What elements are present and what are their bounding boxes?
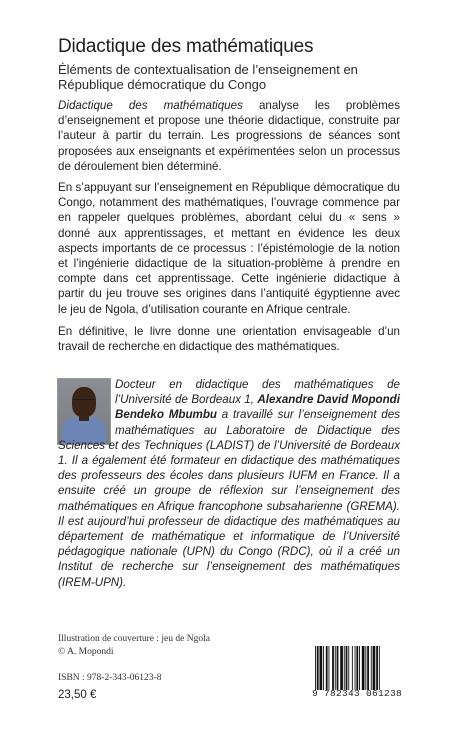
book-subtitle: Éléments de contextualisation de l’enseignement en République démocratique du Congo bbox=[58, 62, 358, 92]
barcode-number: 9 782343 061238 bbox=[311, 688, 402, 699]
price: 23,50 € bbox=[58, 689, 97, 701]
barcode-bar bbox=[337, 646, 339, 690]
barcode-bar bbox=[373, 646, 376, 690]
barcode-bar bbox=[367, 646, 369, 690]
description bbox=[58, 98, 400, 361]
barcode-bar bbox=[346, 646, 348, 690]
barcode-bar bbox=[355, 646, 356, 690]
barcode-bar bbox=[371, 646, 372, 690]
description-title-italic: Didactique des mathématiques bbox=[58, 99, 243, 112]
author-bio bbox=[58, 377, 400, 590]
barcode-bar bbox=[376, 646, 378, 690]
bio-after: a travaillé sur l’enseignement des mathématiques au Laboratoire de Didactique des Sciences et des Techniques (LADIST) de l’Université de Bordeaux 1. Il a également été formateur en didactique des mathématiques des professeurs des écoles dans plusieurs IUFM en France. Il a ensuite créé un groupe de réflexion sur l’enseignement des mathématiques en Afrique francophone subsaharienne (GREMA). Il est aujourd’hui professeur de didactique des mathématiques au département de mathématique et informatique de l’Université pédagogique nationale (UPN) du Congo (RDC), où il a créé un Institut de recherche sur l’enseignement des mathématiques (IREM-UPN). bbox=[58, 408, 400, 589]
book-title: Didactique des mathématiques bbox=[58, 36, 314, 57]
author-name: Alexandre David Mopondi Bendeko Mbumbu bbox=[115, 393, 400, 422]
barcode-bar bbox=[352, 646, 353, 690]
description-p1-text: analyse les problèmes d’enseignement et propose une théorie didactique, construite par l’auteur à partir du terrain. Les progressions de séances sont proposées aux enseignants et expérimentées selon un processus de déroulement bien déterminé. bbox=[58, 99, 401, 173]
description-paragraph-1 bbox=[58, 98, 400, 174]
barcode-bars bbox=[313, 646, 401, 690]
barcode-bar bbox=[329, 646, 330, 690]
barcode-bar bbox=[332, 646, 334, 690]
barcode-bar bbox=[317, 646, 319, 690]
barcode-bar bbox=[323, 646, 324, 690]
barcode-bar bbox=[335, 646, 336, 690]
barcode-bar bbox=[365, 646, 366, 690]
barcode-bar bbox=[340, 646, 343, 690]
description-paragraph-2: En s’appuyant sur l’enseignement en République démocratique du Congo, notamment des mathématiques, l’ouvrage commence par en rappeler quelques problèmes, abordant celui du « sens » donné aux apprentissages, et mettant en évidence les deux aspects importants de ce processus : l’épistémologie de la notion et l’ingénierie didactique de la situation-problème à prendre en compte dans cet apprentissage. Cette ingénierie didactique à partir du jeu trouve ses origines dans l’antiquité égyptienne avec le jeu de Ngola, d’utilisation courante en Afrique centrale. bbox=[58, 181, 400, 316]
cover-credits bbox=[58, 633, 210, 659]
bio-before: Docteur en didactique des mathématiques de l’Université de Bordeaux 1, bbox=[115, 378, 400, 407]
barcode-bar bbox=[320, 646, 323, 690]
barcode-bar bbox=[356, 646, 358, 690]
barcode bbox=[313, 646, 401, 701]
barcode-bar bbox=[348, 646, 349, 690]
barcode-bar bbox=[344, 646, 345, 690]
illustration-credit: Illustration de couverture : jeu de Ngola bbox=[58, 634, 210, 644]
barcode-bar bbox=[315, 646, 316, 690]
barcode-bar bbox=[379, 646, 380, 690]
barcode-bar bbox=[326, 646, 328, 690]
barcode-bar bbox=[362, 646, 365, 690]
description-paragraph-3: En définitive, le livre donne une orientation envisageable d’un travail de recherche en didactique des mathématiques. bbox=[58, 324, 400, 354]
photo-spacer bbox=[58, 377, 115, 437]
copyright-credit: © A. Mopondi bbox=[58, 647, 114, 657]
barcode-bar bbox=[359, 646, 360, 690]
isbn: ISBN : 978-2-343-06123-8 bbox=[58, 673, 162, 683]
